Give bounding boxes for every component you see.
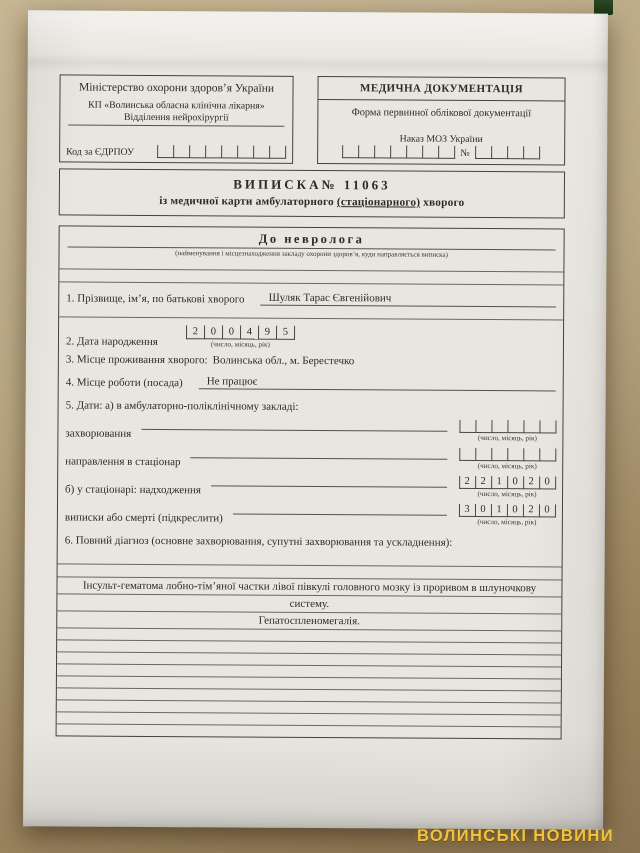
date-comb-block	[459, 448, 555, 471]
header-right-box	[317, 76, 566, 166]
paper-document	[23, 10, 608, 830]
fill-line	[191, 455, 448, 460]
diagnosis-line: систему.	[57, 594, 561, 614]
edrpou-row	[66, 144, 286, 158]
field-surname-label: 1. Прізвище, ім’я, по батькові хворого	[66, 292, 245, 306]
addressee-caption: (найменування і місцезнаходження закладу охорони здоров’я, куди направляється виписка)	[175, 249, 448, 259]
blank-ruled-line	[59, 269, 563, 285]
field-workplace-value: Не працює	[199, 375, 556, 391]
form-header	[59, 74, 566, 165]
order-cells-right	[475, 146, 540, 159]
subtitle-post: хворого	[420, 196, 465, 209]
birthdate-comb-block	[186, 325, 295, 349]
birthdate-cells: 2 0 0 4 9 5	[186, 325, 295, 340]
title-box	[59, 168, 565, 218]
field-surname-value: Шуляк Тарас Євгенійович	[261, 292, 557, 308]
hospital-block	[68, 94, 284, 126]
form-body-box	[56, 225, 565, 739]
department-name: Відділення нейрохірургії	[123, 111, 229, 123]
dates-row-label: б) у стаціонарі: надходження	[65, 483, 202, 497]
watermark-volynski-novyny: ВОЛИНСЬКІ НОВИНИ	[417, 827, 614, 845]
field-workplace	[59, 374, 563, 391]
date-caption: (число, місяць, рік)	[477, 517, 537, 527]
blank-ruled-line	[57, 724, 561, 738]
dates-row-referral	[58, 442, 562, 470]
diagnosis-line: Гепатоспленомегалія.	[57, 611, 561, 631]
date-caption: (число, місяць, рік)	[477, 489, 537, 499]
field-workplace-label: 4. Місце роботи (посада)	[65, 376, 183, 390]
date-comb-block	[459, 476, 555, 499]
subtitle-pre: із медичної карти амбулаторного	[159, 195, 337, 209]
medical-form	[56, 74, 566, 739]
header-gap	[293, 76, 318, 164]
fill-line	[141, 427, 447, 432]
fill-line	[211, 483, 447, 487]
dates-row-admission	[58, 470, 562, 498]
subtitle-underlined: (стаціонарного)	[336, 196, 421, 209]
date-caption: (число, місяць, рік)	[477, 433, 537, 443]
edrpou-cells	[157, 145, 286, 159]
date-caption: (число, місяць, рік)	[210, 340, 270, 349]
field-diagnosis-header: 6. Повний діагноз (основне захворювання, супутні захворювання та ускладнення):	[64, 534, 453, 549]
date-cells-illness	[459, 420, 556, 434]
dates-row-discharge	[58, 498, 562, 526]
field-residence-label: 3. Місце проживання хворого:	[65, 353, 208, 367]
diagnosis-area	[57, 551, 562, 738]
header-left-box	[59, 74, 294, 163]
order-number-row	[326, 145, 556, 159]
edrpou-label: Код за ЄДРПОУ	[66, 146, 135, 158]
field-birthdate	[59, 324, 563, 350]
med-doc-title: МЕДИЧНА ДОКУМЕНТАЦІЯ	[318, 82, 564, 102]
addressee-value: До невролога	[68, 230, 556, 250]
field-birthdate-label: 2. Дата народження	[65, 335, 158, 349]
date-comb-block	[459, 504, 555, 527]
field-residence-value: Волинська обл., м. Берестечко	[212, 354, 355, 368]
field-dates-header: 5. Дати: а) в амбулаторно-поліклінічному закладі:	[65, 399, 299, 413]
diagnosis-line: Інсульт-гематома лобно-тім’яної частки лівої півкулі головного мозку із проривом в шлуночкову	[57, 577, 561, 597]
date-caption: (число, місяць, рік)	[477, 461, 537, 471]
date-cells-admission: 2 2 1 0 2 0	[459, 476, 556, 490]
form-subtitle	[64, 194, 560, 209]
dates-row-label: виписки або смерті (підкреслити)	[64, 511, 223, 525]
field-residence	[59, 353, 563, 368]
dates-row-label: захворювання	[65, 427, 132, 440]
date-cells-referral	[459, 448, 556, 462]
date-cells-discharge: 3 0 1 0 2 0	[458, 504, 555, 518]
form-title: ВИПИСКА№ 11063	[233, 176, 391, 193]
order-label: Наказ МОЗ України	[399, 133, 483, 146]
hospital-name: КП «Волинська обласна клінічна лікарня»	[88, 99, 265, 112]
number-sign: №	[460, 147, 470, 159]
dates-row-illness	[58, 414, 562, 442]
dates-row-label: направлення в стаціонар	[65, 455, 181, 469]
date-comb-block	[459, 420, 555, 443]
order-cells-left	[342, 145, 455, 159]
fill-line	[233, 511, 447, 515]
form-type-text: Форма первинної облікової документації	[351, 107, 532, 120]
ministry-name: Міністерство охорони здоров’я України	[78, 81, 275, 95]
